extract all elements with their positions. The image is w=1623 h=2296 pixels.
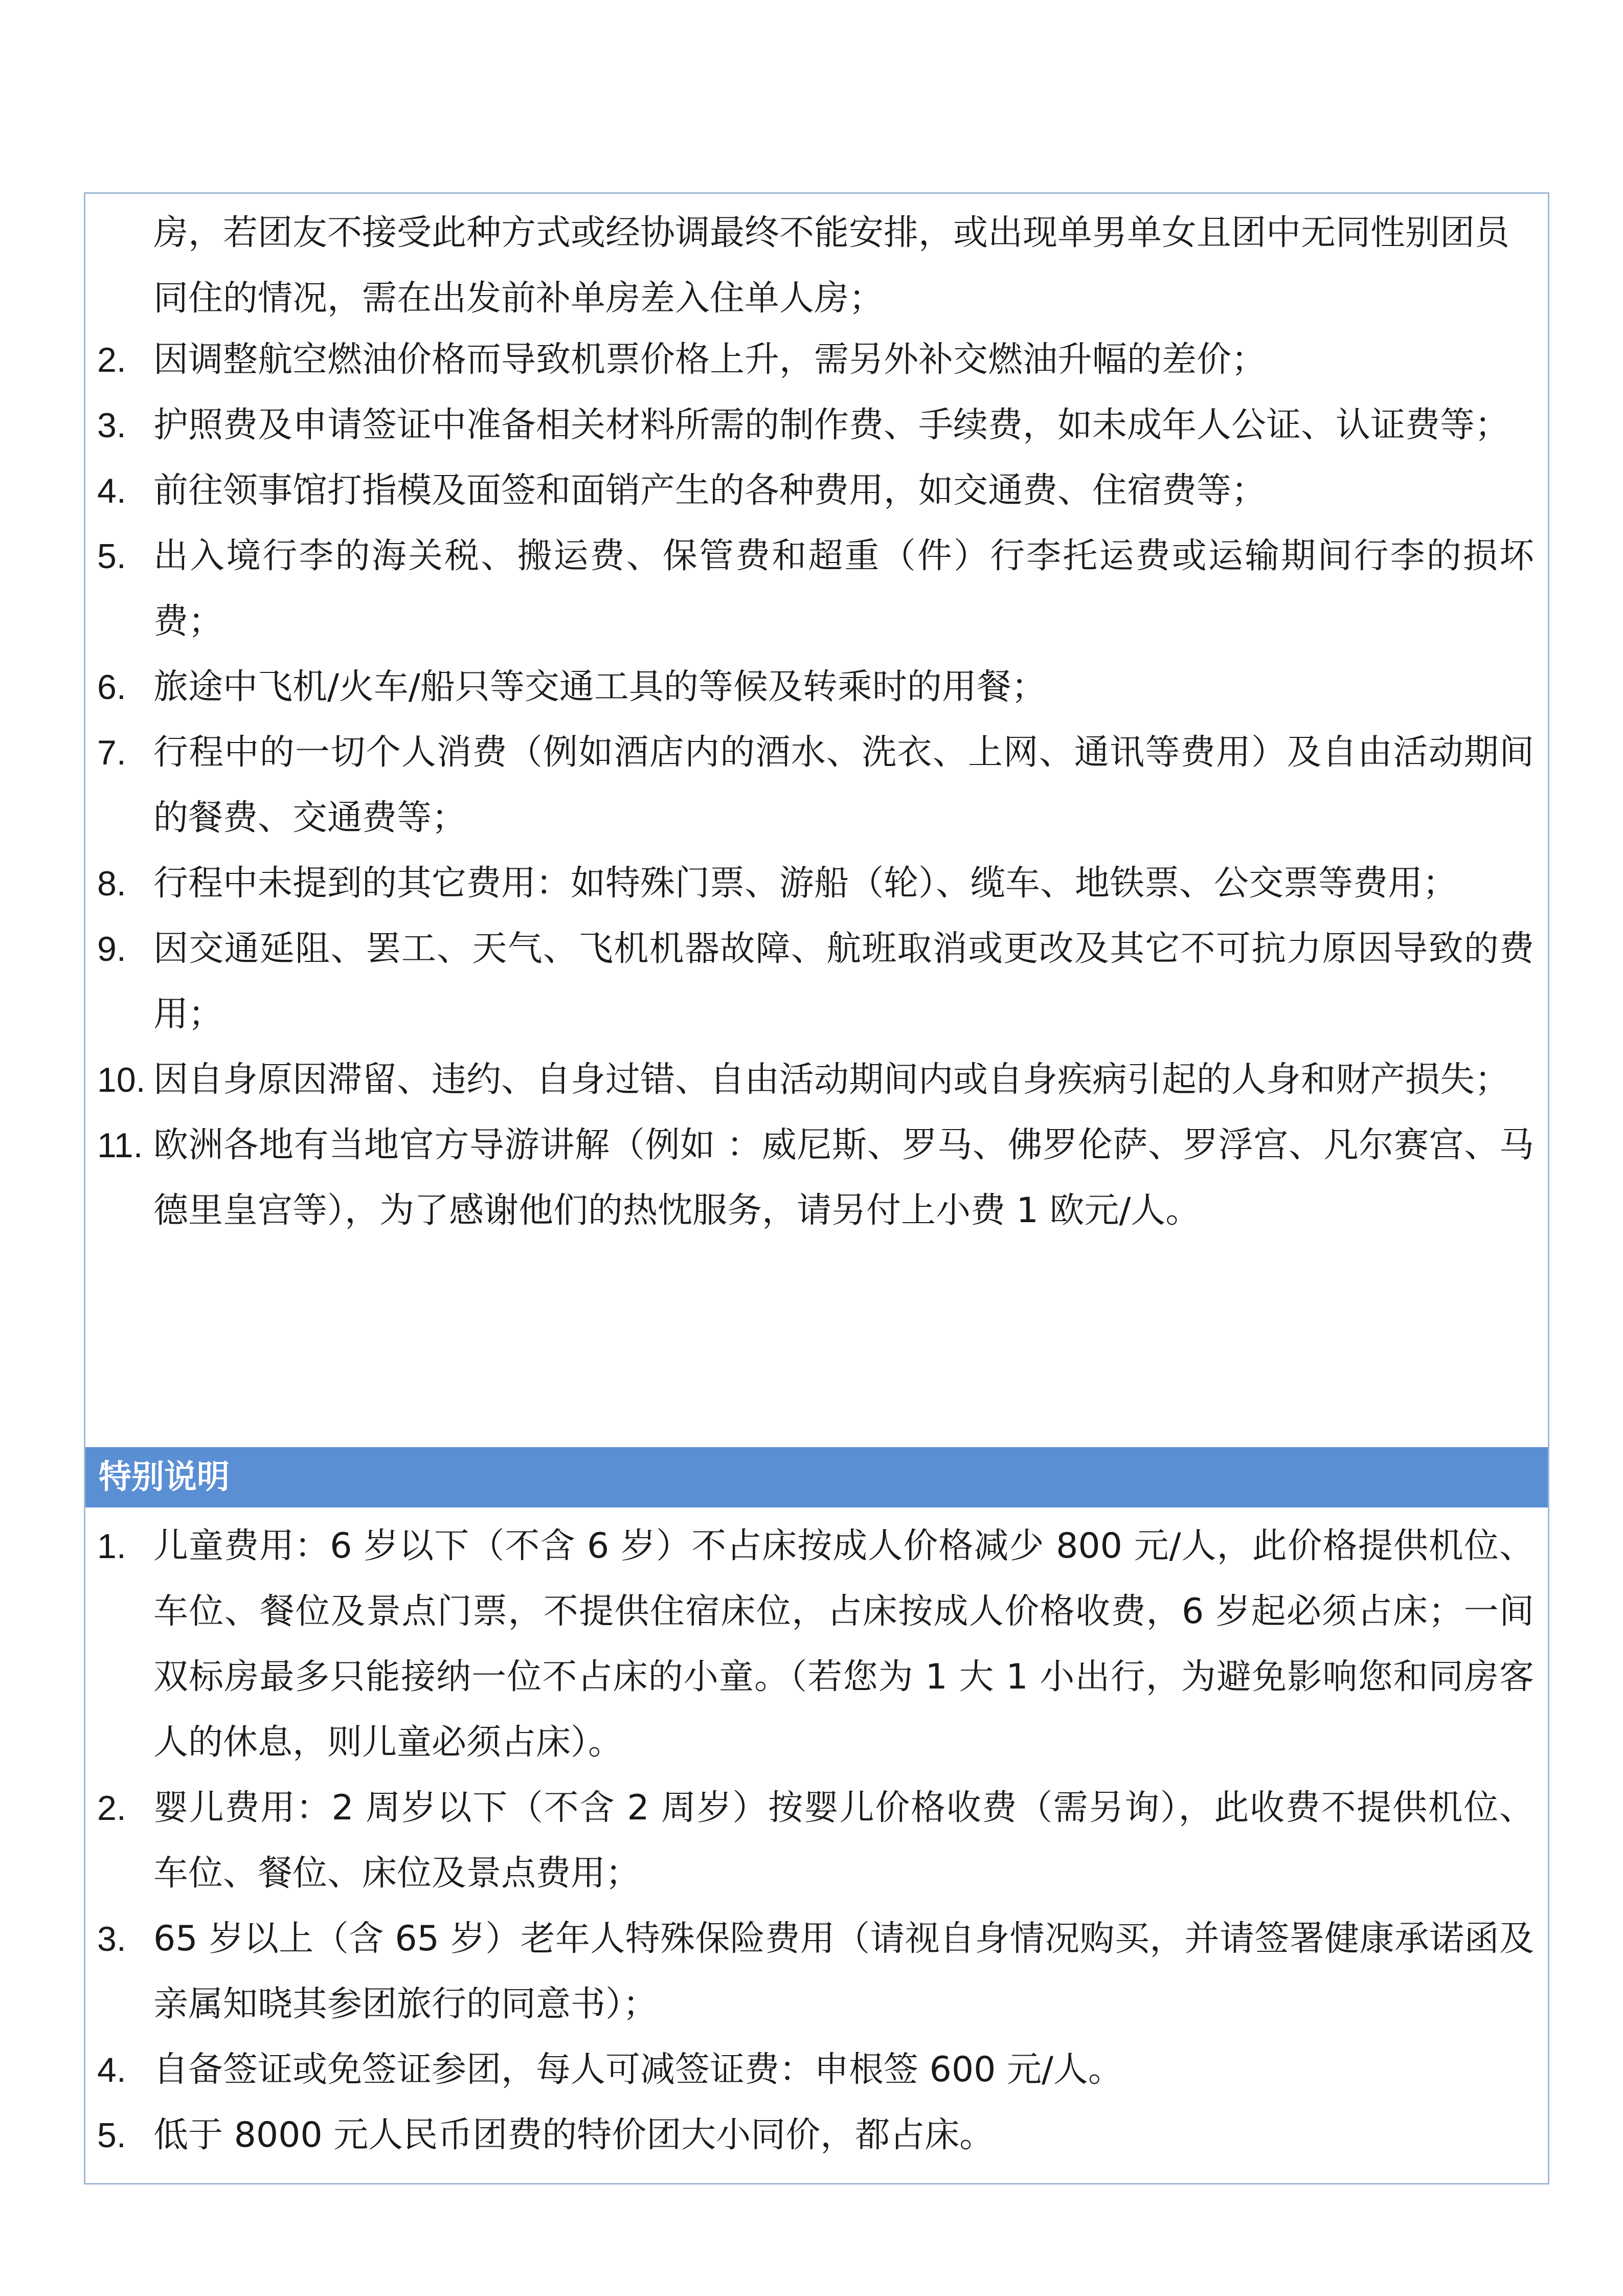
list-item [97,916,1534,1047]
item-text: 婴儿费用：2 周岁以下（不含 2 周岁）按婴儿价格收费（需另询），此收费不提供机位、车位、餐位、床位及景点费用； [153,1788,1534,1894]
item-number: 8. [97,864,126,903]
item-number: 5. [97,2116,126,2155]
item-number: 4. [97,471,126,510]
list-item [97,1514,1534,1775]
list-item [97,1113,1534,1244]
item-number: 10. [97,1061,146,1099]
item-number: 11. [97,1126,143,1165]
list-item [97,458,1534,524]
list-item [97,393,1534,458]
item-number: 2. [97,341,126,379]
section-header-special-notes: 特别说明 [85,1447,1548,1507]
item-number: 3. [97,406,126,445]
item-number: 5. [97,537,126,576]
excluded-fees-list [97,327,1534,1244]
item-number: 4. [97,2051,126,2089]
list-item [97,1775,1534,1906]
item-text: 旅途中飞机/火车/船只等交通工具的等候及转乘时的用餐； [153,667,1046,707]
item-number: 7. [97,733,126,772]
list-item [97,2103,1534,2168]
item-text: 低于 8000 元人民币团费的特价团大小同价，都占床。 [153,2115,995,2155]
list-item [97,851,1534,916]
item-text: 因交通延阻、罢工、天气、飞机机器故障、航班取消或更改及其它不可抗力原因导致的费用； [153,929,1534,1034]
item-text: 自备签证或免签证参团，每人可减签证费：申根签 600 元/人。 [153,2050,1123,2090]
list-item [97,720,1534,851]
item-text: 儿童费用：6 岁以下（不含 6 岁）不占床按成人价格减少 800 元/人，此价格提供机位、车位、餐位及景点门票，不提供住宿床位，占床按成人价格收费，6 岁起必须占床；一间双标房最多只能接纳一位不占床的小童。（若您为 1 大 1 小出行，为避免影响您和同房客人的休息，则儿童必须占床）。 [153,1526,1534,1763]
item-text: 65 岁以上（含 65 岁）老年人特殊保险费用（请视自身情况购买，并请签署健康承诺函及亲属知晓其参团旅行的同意书）； [153,1919,1534,2024]
item-text: 欧洲各地有当地官方导游讲解（例如 ：威尼斯、罗马、佛罗伦萨、罗浮宫、凡尔赛宫、马德里皇宫等），为了感谢他们的热忱服务，请另付上小费 1 欧元/人。 [153,1125,1534,1231]
list-item [97,524,1534,655]
item-text: 因自身原因滞留、违约、自身过错、自由活动期间内或自身疾病引起的人身和财产损失； [153,1060,1510,1100]
list-item [97,2037,1534,2103]
item-text: 因调整航空燃油价格而导致机票价格上升，需另外补交燃油升幅的差价； [153,340,1267,380]
list-item [97,655,1534,720]
item-number: 6. [97,668,126,707]
item-number: 2. [97,1789,126,1828]
item-text: 行程中的一切个人消费（例如酒店内的酒水、洗衣、上网、通讯等费用）及自由活动期间的餐费、交通费等； [153,732,1534,838]
item-number: 9. [97,930,126,969]
item-text: 护照费及申请签证中准备相关材料所需的制作费、手续费，如未成年人公证、认证费等； [153,405,1510,445]
item-text: 前往领事馆打指模及面签和面销产生的各种费用，如交通费、住宿费等； [153,470,1267,511]
fees-item-1-continuation: 房，若团友不接受此种方式或经协调最终不能安排，或出现单男单女且团中无同性别团员同住的情况，需在出发前补单房差入住单人房； [153,213,1510,319]
item-number: 3. [97,1920,126,1959]
item-text: 出入境行李的海关税、搬运费、保管费和超重（件）行李托运费或运输期间行李的损坏费； [153,536,1534,642]
item-text: 行程中未提到的其它费用：如特殊门票、游船（轮）、缆车、地铁票、公交票等费用； [153,863,1458,904]
list-item [97,1906,1534,2037]
special-notes-list [97,1514,1534,2168]
item-number: 1. [97,1527,126,1566]
list-item [97,327,1534,393]
list-item [97,1047,1534,1113]
